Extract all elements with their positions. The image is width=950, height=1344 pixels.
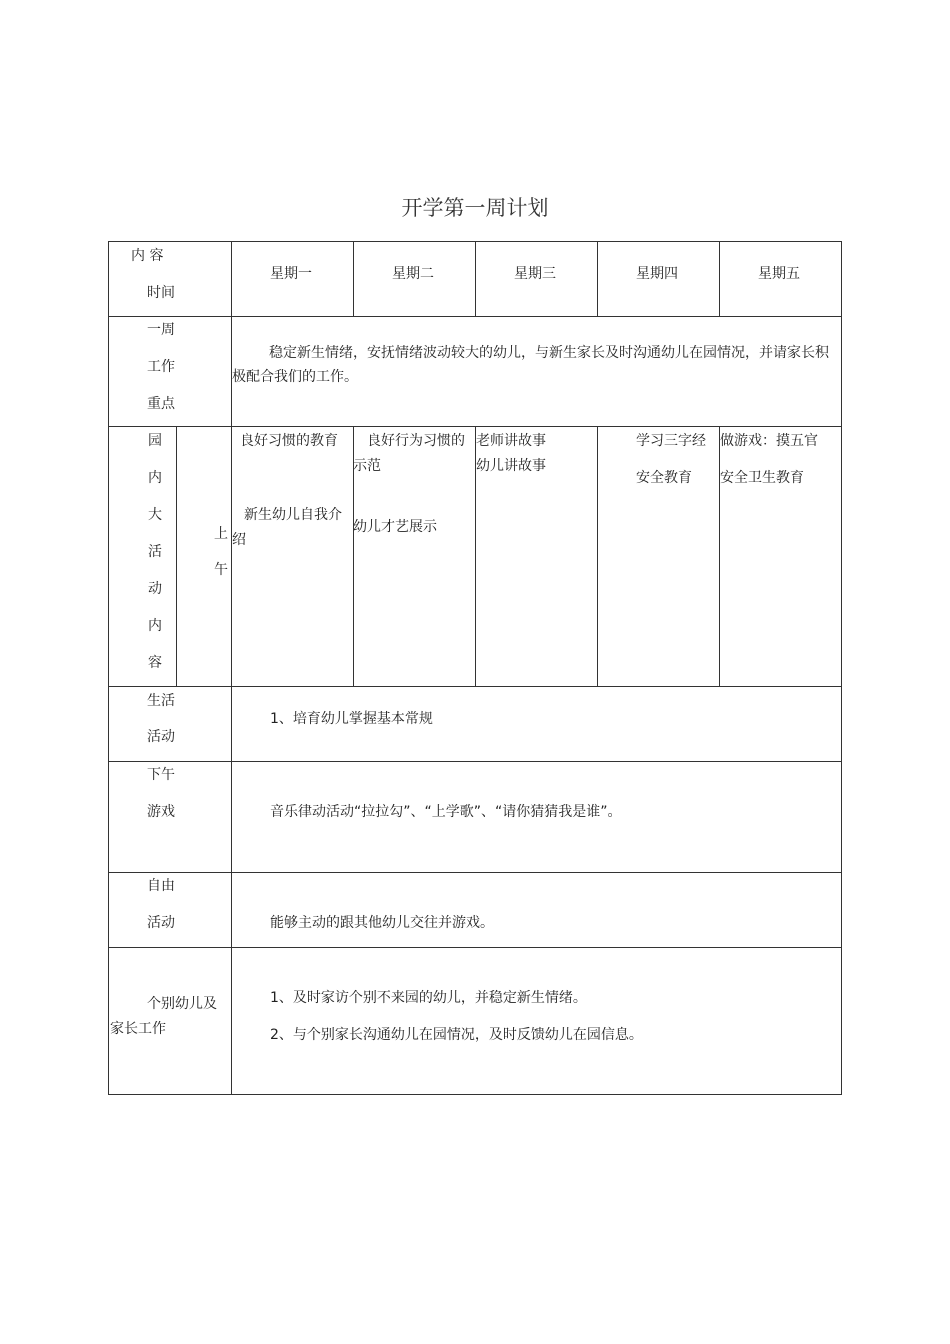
free-text: 能够主动的跟其他幼儿交往并游戏。: [270, 915, 494, 931]
mon-activity-2b: 绍: [232, 532, 246, 548]
parents-item-2: 2、与个别家长沟通幼儿在园情况，及时反馈幼儿在园信息。: [270, 1027, 643, 1043]
activities-label-6: 内: [148, 618, 162, 634]
activities-label-1: 园: [148, 433, 162, 449]
tue-activity-1a: 良好行为习惯的: [367, 433, 465, 449]
activities-cell-fri: [719, 426, 842, 687]
afternoon-label-2: 游戏: [147, 804, 175, 820]
wed-activity-2: 幼儿讲故事: [476, 458, 546, 474]
header-day-fri: 星期五: [758, 266, 800, 282]
mon-activity-1: 良好习惯的教育: [240, 433, 338, 449]
activities-cell-mon: [231, 426, 354, 687]
fri-activity-2: 安全卫生教育: [720, 470, 804, 486]
activities-label-5: 动: [148, 581, 162, 597]
life-label-2: 活动: [147, 729, 175, 745]
wed-activity-1: 老师讲故事: [476, 433, 546, 449]
period-am-1: 上: [214, 526, 228, 542]
life-text: 1、培育幼儿掌握基本常规: [270, 711, 433, 727]
header-day-wed: 星期三: [514, 266, 556, 282]
header-corner-bottom: 时间: [147, 285, 175, 301]
parents-label-a: 个别幼儿及: [147, 996, 217, 1012]
mon-activity-2a: 新生幼儿自我介: [244, 507, 342, 523]
activities-label-7: 容: [148, 655, 162, 671]
header-day-mon: 星期一: [270, 266, 312, 282]
free-label-1: 自由: [147, 878, 175, 894]
parents-label-b: 家长工作: [110, 1021, 166, 1037]
fri-activity-1: 做游戏：摸五官: [720, 433, 818, 449]
header-day-thu: 星期四: [636, 266, 678, 282]
tue-activity-2: 幼儿才艺展示: [353, 519, 437, 535]
thu-activity-2: 安全教育: [636, 470, 692, 486]
focus-label-3: 重点: [147, 396, 175, 412]
afternoon-text: 音乐律动活动“拉拉勾”、“上学歌”、“请你猜猜我是谁”。: [270, 804, 622, 820]
tue-activity-1b: 示范: [353, 458, 381, 474]
activities-label-cell: [108, 426, 177, 687]
focus-label-2: 工作: [147, 359, 175, 375]
page-title: 开学第一周计划: [401, 196, 549, 220]
afternoon-label-1: 下午: [147, 767, 175, 783]
parents-item-1: 1、及时家访个别不来园的幼儿，并稳定新生情绪。: [270, 990, 587, 1006]
free-content-cell: [231, 872, 842, 948]
life-label-1: 生活: [147, 693, 175, 709]
activities-label-4: 活: [148, 544, 162, 560]
free-label-2: 活动: [147, 915, 175, 931]
period-am-2: 午: [214, 562, 228, 578]
activities-label-2: 内: [148, 470, 162, 486]
activities-period-cell: [176, 426, 232, 687]
header-corner-top: 内 容: [131, 248, 164, 264]
header-day-tue: 星期二: [392, 266, 434, 282]
focus-label-1: 一周: [147, 322, 175, 338]
parents-content-cell: [231, 947, 842, 1095]
focus-text: 稳定新生情绪，安抚情绪波动较大的幼儿，与新生家长及时沟通幼儿在园情况，并请家长积极配合我们的工作。: [232, 345, 829, 385]
activities-label-3: 大: [148, 507, 162, 523]
activities-cell-thu: [597, 426, 720, 687]
thu-activity-1: 学习三字经: [636, 433, 706, 449]
header-corner-cell: [108, 241, 232, 317]
